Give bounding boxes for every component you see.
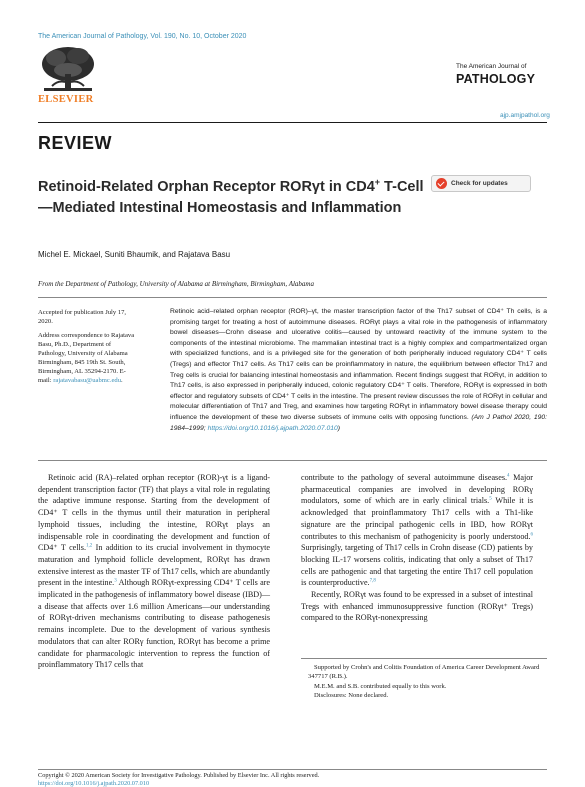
abstract-doi-link[interactable]: https://doi.org/10.1016/j.ajpath.2020.07.010 [207, 424, 338, 432]
reference-link[interactable]: 7,8 [369, 578, 376, 584]
reference-link[interactable]: 4 [507, 473, 510, 479]
check-updates-icon [436, 178, 447, 189]
abstract-divider [38, 460, 547, 461]
abstract-citation: (Am J Pathol 2020, 190: 1984–1999; [170, 413, 547, 432]
body-paragraph: contribute to the pathology of several autoimmune diseases.$^4$ Major pharmaceutical companies are involved in developing RORγ modulators, some of which are in early clinical trials.$^5$ While it is acknowledged that proinflammatory Th17 cells with a Th1-like signature are the principal pathogenic cells in IBD, how RORγt contributes to this mechanism of pathogenicity is poorly understood.$^6$ Surprisingly, targeting of Th17 cells in Crohn disease (CD) patients by blocking IL-17 worsens colitis, indicating that only a subset of Th17 cells are pathogenic and that targeting the entire Th17 cell population is counterproductive.$^{7,8}$ [301, 473, 534, 588]
article-title: Retinoid-Related Orphan Receptor RORγt in CD4+ T-Cell—Mediated Intestinal Homeostasis and Inflammation [38, 177, 424, 216]
abstract-text: Retinoic acid–related orphan receptor (ROR)–γt, the master transcription factor of the Th17 subset of CD4⁺ Th cells, is a promising target for treating a host of autoimmune diseases. RORγt plays a vital role in the pathogenesis of inflammatory bowel diseases—Crohn disease and ulcerative colitis—caused by untoward reactivity of the immune system to the components of the intestinal microbiome. The mammalian intestinal tract is a highly complex and compartmentalized organ with specialized functions, and is a privileged site for the generation of both peripherally induced regulatory CD4⁺ T cells (Tregs) and effector Th17 cells. As Th17 cells can be proinflammatory in nature, the equilibrium between effector Th17 and Treg cells is crucial for balancing intestinal homeostasis and inflammation. Recent findings suggest that RORγt, in addition to Th17 cells, is also expressed in peripherally induced, colonic regulatory CD4⁺ T cells. Therefore, RORγt is expressed in both effector and regulatory subsets of CD4⁺ T cells in the intestine. The present review discusses the role of RORγt in cellular and molecular differentiation of Th17 and Treg, and examines how targeting RORγt in inflammatory bowel disease therapy could influence the development of these two diverse subsets of immune cells with opposing functions. [170, 308, 547, 421]
check-for-updates-button[interactable] [431, 175, 531, 192]
correspondence-address: Address correspondence to Rajatava Basu, Ph.D., Department of Pathology, University of Alabama Birmingham, 845 19th St. South, Birmingham, AL 35294-2170. E-mail: rajatavabasu@uabmc.edu. [38, 332, 135, 384]
reference-link[interactable]: 5 [489, 496, 492, 502]
journal-name-small: The American Journal of [456, 63, 527, 70]
author-affiliation: From the Department of Pathology, University of Alabama at Birmingham, Birmingham, Alabama [38, 280, 314, 288]
disclosures-note: Disclosures: None declared. [314, 692, 389, 700]
body-column-left [38, 472, 270, 671]
copyright-notice: Copyright © 2020 American Society for Investigative Pathology. Published by Elsevier Inc. All rights reserved. [38, 772, 320, 779]
body-column-right [301, 472, 533, 624]
affiliation-divider [38, 297, 547, 298]
equal-contribution-note: M.E.M. and S.B. contributed equally to this work. [314, 682, 447, 690]
reference-link[interactable]: 6 [530, 531, 533, 537]
journal-citation-line[interactable]: The American Journal of Pathology, Vol. 190, No. 10, October 2020 [38, 33, 247, 40]
header-divider [38, 122, 547, 123]
section-label: REVIEW [38, 133, 113, 153]
journal-name-logo: PATHOLOGY [456, 72, 536, 86]
abstract: Retinoic acid–related orphan receptor (ROR)–γt, the master transcription factor of the Th17 subset of CD4⁺ Th cells, is a promising target for treating a host of autoimmune diseases. RORγt plays a vital role in the pathogenesis of inflammatory bowel diseases—Crohn disease and ulcerative colitis—caused by untoward reactivity of the immune system to the components of the intestinal microbiome. The mammalian intestinal tract is a highly complex and compartmentalized organ with specialized functions, and is a privileged site for the generation of both peripherally induced regulatory CD4⁺ T cells (Tregs) and effector Th17 cells. As Th17 cells can be proinflammatory in nature, the equilibrium between effector Th17 and Treg cells is crucial for balancing intestinal homeostasis and inflammation. Recent findings suggest that RORγt, in addition to Th17 cells, is also expressed in peripherally induced, colonic regulatory CD4⁺ T cells. Therefore, RORγt is expressed in both effector and regulatory subsets of CD4⁺ T cells in the intestine. The present review discusses the role of RORγt in cellular and molecular differentiation of Th17 and Treg, and examines how targeting RORγt in inflammatory bowel disease therapy could influence the development of these two diverse subsets of immune cells with opposing functions. (Am J Pathol 2020, 190: 1984–1999; https://doi.org/10.1016/j.ajpath.2020.07.010) [170, 308, 547, 432]
reference-link[interactable]: 3 [114, 578, 117, 584]
author-list: Michel E. Mickael, Suniti Bhaumik, and Rajatava Basu [38, 250, 231, 259]
footer-doi-link[interactable]: https://doi.org/10.1016/j.ajpath.2020.07.010 [38, 780, 150, 787]
article-sidenote [38, 308, 138, 390]
correspondence-email[interactable]: rajatavabasu@uabmc.edu [53, 377, 121, 384]
publisher-logo: ELSEVIER [38, 94, 94, 105]
body-paragraph: Recently, RORγt was found to be expressed in a subset of intestinal Tregs with enhanced immunosuppressive function (RORγt⁺ Tregs) compared to the RORγt-nonexpressing [301, 590, 533, 623]
footnote-divider [301, 658, 547, 659]
body-paragraph: Retinoic acid (RA)–related orphan receptor (ROR)-γt is a ligand-dependent transcription factor (TF) that plays a vital role in regulating the adaptive immune response. Starting from the development of CD4⁺ T cells in the thymus until their maturation in peripheral lymphoid tissues, including the intestine, RORγt plays an indispensable role in coordinating the development and function of CD4⁺ T cells.$^{1,2}$ In addition to its crucial involvement in thymocyte maturation and lymphoid follicle development, RORγt has drawn extensive interest as the master TF of Th17 cells, which are abundantly present in the intestine.$^3$ Although RORγt-expressing CD4⁺ T cells are implicated in the pathogenesis of inflammatory bowel disease (IBD)—a disease that affects over 1.6 million Americans—our understanding of RORγt-driven mechanisms contributing to disease pathogenesis remains incomplete. Due to the development of various synthesis modulators that can alter RORγ function, RORγt has become a prime candidate for pharmacologic intervention to repress the function of proinflammatory Th17 cells that [38, 473, 270, 670]
reference-link[interactable]: 1,2 [85, 543, 93, 549]
check-updates-label: Check for updates [451, 180, 508, 187]
footnotes [308, 663, 548, 701]
journal-url-link[interactable]: ajp.amjpathol.org [500, 112, 550, 119]
elsevier-tree-logo-icon [38, 44, 98, 94]
footer-divider [38, 769, 547, 770]
accepted-date: Accepted for publication July 17, 2020. [38, 309, 127, 325]
funding-note: Supported by Crohn's and Colitis Foundation of America Career Development Award 347717 (R.B.). [308, 664, 540, 681]
